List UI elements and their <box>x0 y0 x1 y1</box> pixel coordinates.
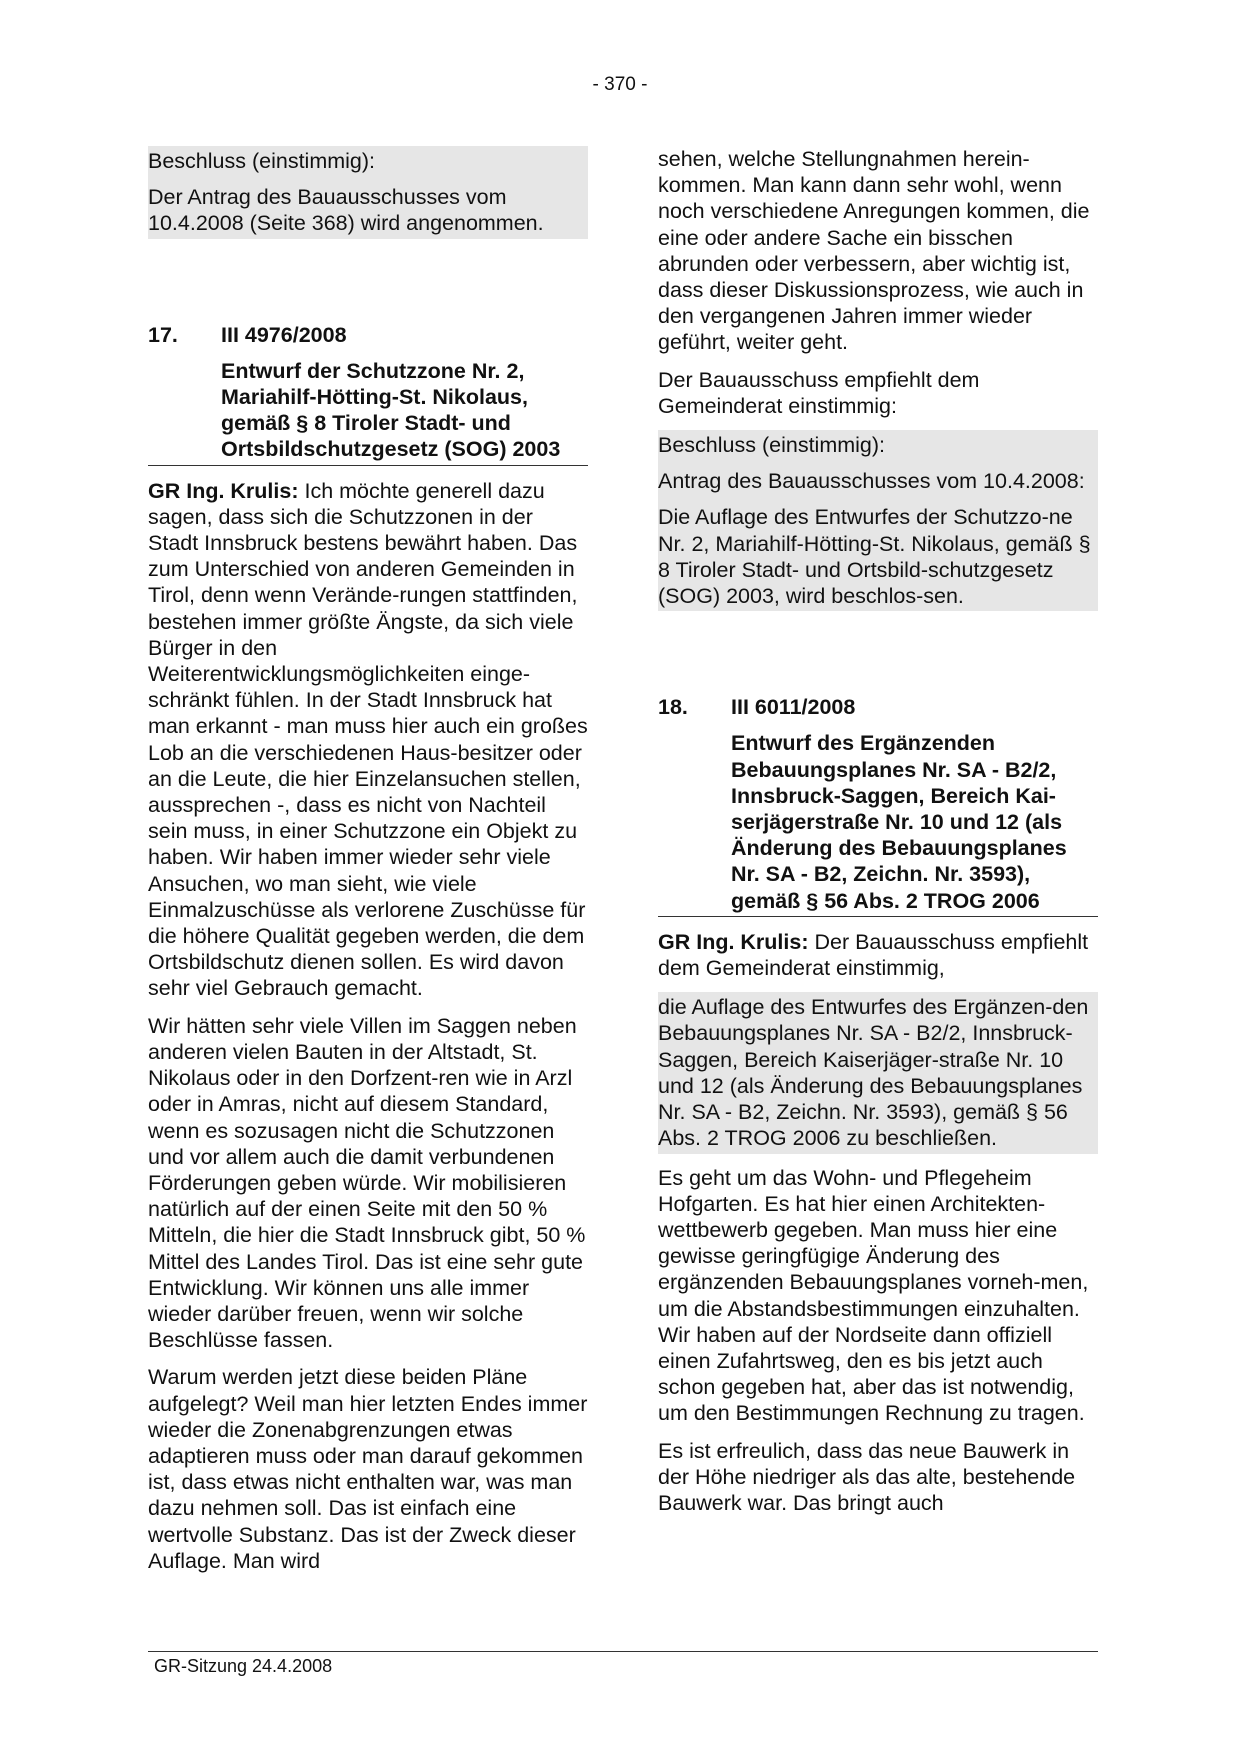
speaker-name: GR Ing. Krulis: <box>148 478 299 503</box>
decision-motion: Antrag des Bauausschusses vom 10.4.2008: <box>658 469 1085 494</box>
speech-text: Ich möchte generell dazu sagen, dass sich die Schutzzonen in der Stadt Innsbruck bestens bewährt haben. Das zum Unterschied von anderen Gemeinden in Tirol, denn wenn Verände-rungen stattfinden, bestehen immer größte Ängste, da sich viele Bürger in den Weiterentwicklungsmöglichkeiten einge-schränkt fühlen. In der Stadt Innsbruck hat man erkannt - man muss hier auch ein großes Lob an die verschiedenen Haus-besitzer oder an die Leute, die hier Einzelansuchen stellen, aussprechen -, dass es nicht von Nachteil sein muss, in einer Schutzzone ein Objekt zu haben. Wir haben immer wieder sehr viele Ansuchen, wo man sieht, wie viele Einmalzuschüsse als verlorene Zuschüsse für die höhere Qualität gegeben werden, die dem Ortsbildschutz dienen sollen. Es wird davon sehr viel Gebrauch gemacht. <box>148 478 588 1001</box>
item-title: Entwurf des Ergänzenden Bebauungsplanes Nr. SA - B2/2, Innsbruck-Saggen, Bereich Kai-serjägerstraße Nr. 10 und 12 (als Änderung des Bebauungsplanes Nr. SA - B2, Zeichn. Nr. 3593), gemäß § 56 Abs. 2 TROG 2006 <box>731 731 1067 913</box>
item-number: 17. <box>148 322 178 347</box>
decision-label: Beschluss (einstimmig): <box>658 433 885 458</box>
speaker-name: GR Ing. Krulis: <box>658 929 809 954</box>
footer-text: GR-Sitzung 24.4.2008 <box>154 1656 333 1676</box>
paragraph: Warum werden jetzt diese beiden Pläne aufgelegt? Weil man hier letzten Endes immer wieder die Zonenabgrenzungen etwas adaptieren muss oder man darauf gekommen ist, dass etwas nicht enthalten war, was man dazu nehmen soll. Das ist einfach eine wertvolle Substanz. Das ist der Zweck dieser Auflage. Man wird <box>148 1365 588 1573</box>
agenda-item-17 <box>148 322 588 466</box>
motion-block <box>658 992 1098 1153</box>
paragraph: Es geht um das Wohn- und Pflegeheim Hofgarten. Es hat hier einen Architekten-wettbewerb gegeben. Man muss hier eine gewisse geringfügige Änderung des ergänzenden Bebauungsplanes vorneh-men, um die Abstandsbestimmungen einzuhalten. Wir haben auf der Nordseite dann offiziell einen Zufahrtsweg, den es bis jetzt auch schon gegeben hat, aber das ist notwendig, um den Bestimmungen Rechnung zu tragen. <box>658 1165 1089 1426</box>
decision-text: Der Antrag des Bauausschusses vom 10.4.2008 (Seite 368) wird angenommen. <box>148 185 544 236</box>
decision-block <box>148 146 588 239</box>
item-number: 18. <box>658 695 688 720</box>
right-column <box>658 146 1098 1527</box>
paragraph: Der Bauausschuss empfiehlt dem Gemeinderat einstimmig: <box>658 367 980 418</box>
speech-paragraph <box>658 929 1098 981</box>
motion-text: die Auflage des Entwurfes des Ergänzen-den Bebauungsplanes Nr. SA - B2/2, Innsbruck-Saggen, Bereich Kaiserjäger-straße Nr. 10 und 12 (als Änderung des Bebauungsplanes Nr. SA - B2, Zeichn. Nr. 3593), gemäß § 56 Abs. 2 TROG 2006 zu beschließen. <box>658 995 1089 1151</box>
item-reference: III 6011/2008 <box>731 695 856 720</box>
decision-label: Beschluss (einstimmig): <box>148 149 375 173</box>
paragraph: Wir hätten sehr viele Villen im Saggen neben anderen vielen Bauten in der Altstadt, St. Nikolaus oder in den Dorfzent-ren wie in Arzl oder in Amras, nicht auf diesem Standard, wenn es sozusagen nicht die Schutzzonen und vor allem auch die damit verbundenen Förderungen geben würde. Wir mobilisieren natürlich auf der einen Seite mit den 50 % Mitteln, die hier die Stadt Innsbruck gibt, 50 % Mittel des Landes Tirol. Das ist eine sehr gute Entwicklung. Wir können uns alle immer wieder darüber freuen, wenn wir solche Beschlüsse fassen. <box>148 1013 586 1353</box>
item-reference: III 4976/2008 <box>221 322 347 347</box>
left-column <box>148 146 588 1585</box>
item-title: Entwurf der Schutzzone Nr. 2, Mariahilf-Hötting-St. Nikolaus, gemäß § 8 Tiroler Stadt- und Ortsbildschutzgesetz (SOG) 2003 <box>221 358 561 462</box>
decision-block <box>658 430 1098 611</box>
page-number: - 370 - <box>592 74 648 95</box>
footer-divider <box>148 1651 1098 1652</box>
paragraph: sehen, welche Stellungnahmen herein-kommen. Man kann dann sehr wohl, wenn noch verschiedene Anregungen kommen, die eine oder andere Sache ein bisschen abrunden oder verbessern, aber wichtig ist, dass dieser Diskussionsprozess, wie auch in den vergangenen Jahren immer wieder geführt, weiter geht. <box>658 147 1090 355</box>
speech-paragraph <box>148 478 588 1002</box>
agenda-item-18 <box>658 694 1098 917</box>
paragraph: Es ist erfreulich, dass das neue Bauwerk in der Höhe niedriger als das alte, bestehende Bauwerk war. Das bringt auch <box>658 1438 1076 1515</box>
decision-text: Die Auflage des Entwurfes der Schutzzo-ne Nr. 2, Mariahilf-Hötting-St. Nikolaus, gemäß § 8 Tiroler Stadt- und Ortsbild-schutzgesetz (SOG) 2003, wird beschlos-sen. <box>658 505 1091 609</box>
speech-text: Der Bauausschuss empfiehlt dem Gemeinderat einstimmig, <box>658 929 1089 981</box>
